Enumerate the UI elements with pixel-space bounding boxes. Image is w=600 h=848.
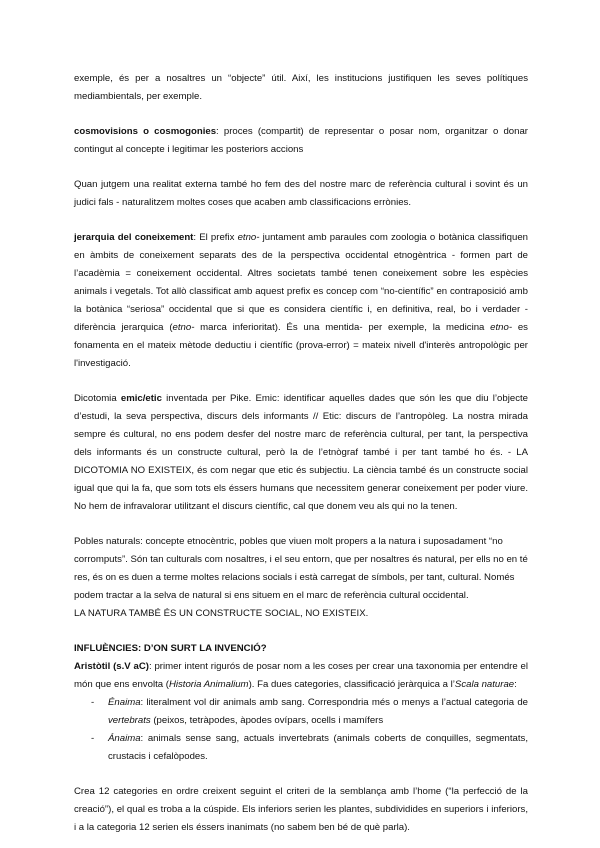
text-run: : (514, 679, 517, 690)
text-run: marca inferioritat). És una mentida- per exemple, la medicina (194, 322, 491, 333)
term-enaima: Énaima (108, 697, 141, 708)
term-aristotil: Aristòtil (s.V aC) (74, 661, 149, 672)
italic-etno: etno- (172, 322, 195, 333)
text-run: : literalment vol dir animals amb sang. Correspondria més o menys a l’actual categoria de (140, 697, 528, 708)
italic-title: Historia Animalium (168, 679, 249, 690)
paragraph-categories: Crea 12 categories en ordre creixent seguint el criteri de la semblança amb l’home (“la perfecció de la creació”), el qual es troba a la cúspide. Els inferiors serien les plantes, subdividides en superiors i inferiors, i a la categoria 12 serien els éssers inanimats (no sabem ben bé de què parla). (74, 786, 528, 833)
section-heading: INFLUÈNCIES: D’ON SURT LA INVENCIÓ? (74, 643, 267, 654)
definition-text: : proces (compartit) de representar o posar nom, organitzar o donar contingut al concepte i legitimar les posteriors accions (74, 126, 528, 155)
caps-statement: LA NATURA TAMBÉ ÉS UN CONSTRUCTE SOCIAL, NO EXISTEIX. (74, 608, 369, 619)
dash-bullet: - (91, 697, 95, 708)
text-run: : primer intent rigurós de posar nom a les coses per crear una taxonomia per entendre el món que ens envolta ( (74, 661, 528, 690)
paragraph-aristotil (74, 658, 528, 694)
paragraph-emic-etic (74, 390, 528, 516)
paragraph-judgement: Quan jutgem una realitat externa també ho fem des del nostre marc de referència cultural i sovint és un judici fals - naturalitzem moltes coses que acaben amb classificacions errònies. (74, 179, 528, 208)
text-run: inventada per Pike. Emic: identificar aquelles dades que són les que diu l’objecte d’estudi, la seva perspectiva, discurs dels informants // Etic: discurs de l’antropòleg. La nostra mirada sempre és cultural, no ens podem desfer del nostre marc de referència cultural, per tant, la perspectiva dels informants és un constructe cultural, però la de l’etnògraf també i per tant també ho és. - LA DICOTOMIA NO EXISTEIX, és com negar que etic és subjectiu. La ciència també és un constructe social igual que qui la fa, que som tots els éssers humans que necessitem generar coneixement per poder viure. No hem de infravalorar utilitzant el discurs científic, cal que donem veu als qui no la tenen. (74, 393, 528, 512)
text-run: Dicotomia (74, 393, 121, 404)
term-jerarquia: jerarquia del coneixement (74, 232, 194, 243)
italic-term: vertebrats (108, 715, 151, 726)
term-cosmovisions: cosmovisions o cosmogonies (74, 126, 217, 137)
text-run: : El prefix (193, 232, 238, 243)
italic-title: Scala naturae (454, 679, 515, 690)
dash-bullet: - (91, 733, 95, 744)
italic-etno: etno- (490, 322, 513, 333)
paragraph-cosmovisions (74, 123, 528, 159)
text-run: es fonamenta en el mateix mètode deductiu i científic (prova-error) = mateix nivell d'interès antropològic per l'investigació. (74, 322, 528, 369)
category-list (74, 694, 528, 766)
text-run: (peixos, tetràpodes, àpodes ovípars, ocells i mamífers (150, 715, 384, 726)
text-run: juntament amb paraules com zoologia o botànica classifiquen en àmbits de coneixement separats des de la perspectiva occidental etnogèntrica - formen part de l’acadèmia = coneixement occidental. Altres societats també tenen coneixement sobre les espècies animals i vegetals. Tot allò classificat amb aquest prefix es concep com “no-científic” en contraposició amb la botànica “seriosa” occidental que si que es considera científic i, en definitiva, real, bo i verdader - diferència jerarquica ( (74, 232, 528, 333)
term-emic-etic: emic/etic (120, 393, 162, 404)
list-item (74, 730, 528, 766)
italic-etno: etno- (237, 232, 260, 243)
paragraph-intro: exemple, és per a nosaltres un “objecte” útil. Així, les institucions justifiquen les seves polítiques mediambientals, per exemple. (74, 73, 528, 102)
text-run: ). Fa dues categories, classificació jeràrquica a l’ (248, 679, 455, 690)
paragraph-pobles-naturals (74, 533, 528, 623)
text-run: Pobles naturals: concepte etnocèntric, pobles que viuen molt propers a la natura i suposadament “no corromputs”. Són tan culturals com nosaltres, i el seu entorn, que per nosaltres és natural, per ells no en té res, és on es duen a terme moltes relacions socials i està carregat de símbols, per tant, cultural. Només podem tractar a la selva de natural si ens situem en el marc de referència cultural occidental. (74, 536, 528, 601)
term-anaima: Ánaima (108, 733, 141, 744)
list-item (74, 694, 528, 730)
document-page (74, 70, 528, 837)
text-run: : animals sense sang, actuals invertebrats (animals coberts de conquilles, segmentats, crustacis i cefalòpodes. (108, 733, 528, 762)
paragraph-jerarquia (74, 229, 528, 373)
